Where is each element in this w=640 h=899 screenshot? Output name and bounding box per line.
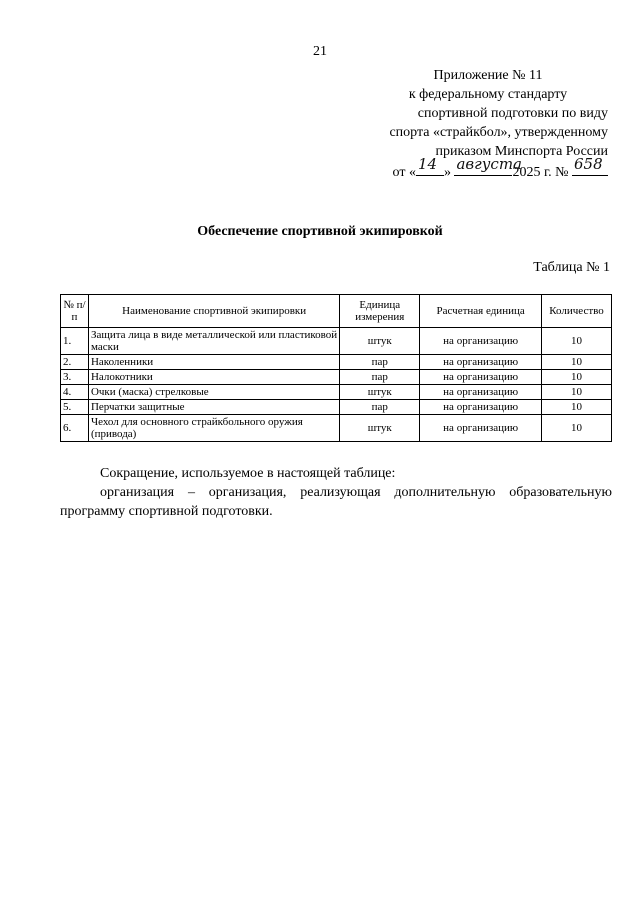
abbreviation-definition: организация – организация, реализующая дополнительную образовательную программу спортивной подготовки. [60, 485, 612, 519]
handwritten-day: 14 [417, 155, 438, 173]
column-header-number: № п/п [61, 295, 89, 328]
equipment-name: Перчатки защитные [88, 400, 339, 415]
row-number: 1. [61, 328, 89, 355]
equipment-name: Наколенники [88, 355, 339, 370]
date-prefix: от « [392, 165, 416, 180]
abbreviation-heading: Сокращение, используемое в настоящей таблице: [100, 466, 396, 481]
calc-unit-cell: на организацию [420, 355, 542, 370]
appendix-ref-line: приказом Минспорта России [435, 144, 608, 159]
quantity-cell: 10 [542, 370, 612, 385]
quantity-cell: 10 [542, 328, 612, 355]
appendix-ref-line: к федеральному стандарту [408, 87, 568, 102]
appendix-header [328, 66, 608, 182]
equipment-table [60, 294, 612, 442]
appendix-date-line [328, 155, 608, 182]
column-header-quantity: Количество [542, 295, 612, 328]
year-text: 2025 г. № [512, 165, 569, 180]
calc-unit-cell: на организацию [420, 400, 542, 415]
table-row [61, 370, 612, 385]
unit-cell: штук [340, 328, 420, 355]
quantity-cell: 10 [542, 385, 612, 400]
appendix-number: Приложение № 11 [433, 68, 543, 83]
row-number: 5. [61, 400, 89, 415]
row-number: 6. [61, 415, 89, 442]
row-number: 3. [61, 370, 89, 385]
appendix-ref-line: спортивной подготовки по виду [417, 106, 608, 121]
calc-unit-cell: на организацию [420, 385, 542, 400]
table-row [61, 415, 612, 442]
table-row [61, 328, 612, 355]
row-number: 2. [61, 355, 89, 370]
row-number: 4. [61, 385, 89, 400]
table-row [61, 400, 612, 415]
unit-cell: штук [340, 385, 420, 400]
equipment-name: Налокотники [88, 370, 339, 385]
column-header-calc-unit: Расчетная единица [420, 295, 542, 328]
month-field [454, 155, 522, 176]
column-header-name: Наименование спортивной экипировки [88, 295, 339, 328]
calc-unit-cell: на организацию [420, 415, 542, 442]
quantity-cell: 10 [542, 415, 612, 442]
date-mid: » [443, 165, 451, 180]
unit-cell: пар [340, 400, 420, 415]
calc-unit-cell: на организацию [420, 328, 542, 355]
order-number-field [572, 155, 608, 176]
unit-cell: штук [340, 415, 420, 442]
table-label: Таблица № 1 [533, 260, 610, 275]
table-header-row [61, 295, 612, 328]
day-field [416, 155, 444, 176]
table-row [61, 385, 612, 400]
equipment-name: Очки (маска) стрелковые [88, 385, 339, 400]
equipment-name: Чехол для основного страйкбольного оружия (привода) [88, 415, 339, 442]
quantity-cell: 10 [542, 400, 612, 415]
quantity-cell: 10 [542, 355, 612, 370]
equipment-name: Защита лица в виде металлической или пластиковой маски [88, 328, 339, 355]
calc-unit-cell: на организацию [420, 370, 542, 385]
unit-cell: пар [340, 355, 420, 370]
unit-cell: пар [340, 370, 420, 385]
handwritten-month: августа [456, 155, 522, 173]
page-number: 21 [313, 44, 327, 59]
document-title: Обеспечение спортивной экипировкой [197, 224, 443, 239]
appendix-ref-line: спорта «страйкбол», утвержденному [389, 125, 608, 140]
column-header-unit: Единица измерения [340, 295, 420, 328]
handwritten-order-number: 658 [574, 155, 603, 173]
table-row [61, 355, 612, 370]
abbreviation-note [60, 464, 612, 521]
